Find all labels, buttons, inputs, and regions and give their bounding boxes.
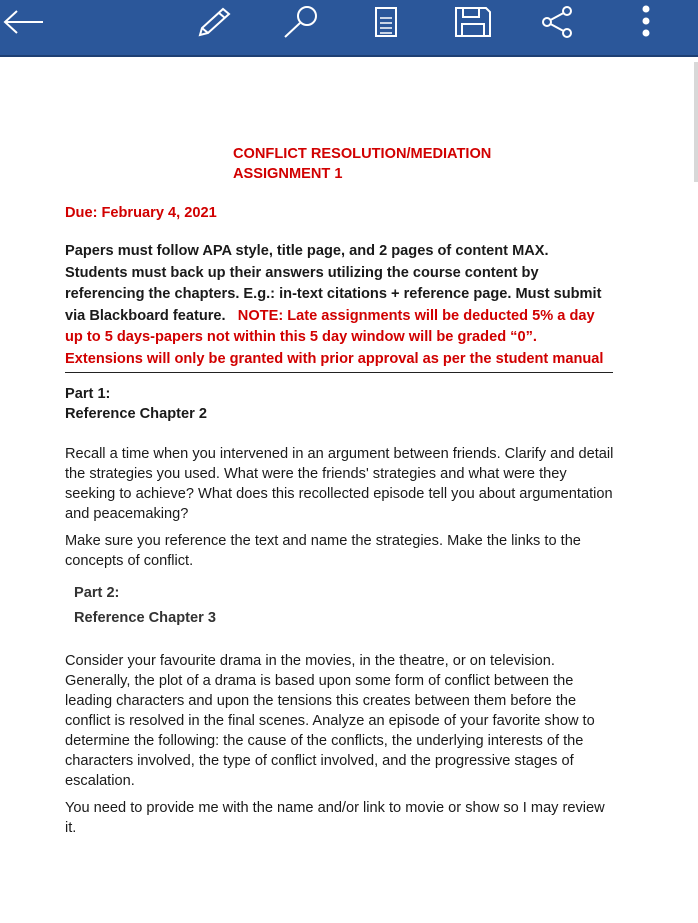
part-1-title: Part 1: (65, 386, 111, 402)
save-icon[interactable] (450, 0, 496, 44)
part-1-reference: Reference Chapter 2 (65, 406, 207, 422)
submission-rules (65, 241, 613, 373)
more-options-icon[interactable] (634, 0, 658, 44)
back-arrow-icon[interactable] (0, 0, 46, 44)
part-1-paragraph-1: Recall a time when you intervened in an argument between friends. Clarify and detail the strategies you used. What were the friends' strategies and what were they seeking to achieve? What does this recollected episode tell you about argumentation and peacemaking? (65, 446, 614, 522)
rules-text: Papers must follow APA style, title page, and 2 pages of content MAX. Students must back up their answers utilizing the course content by referencing the chapters. E.g.: in-text citations + reference page. Must submit via Blackboard feature. (65, 243, 602, 324)
late-policy-note: NOTE: Late assignments will be deducted 5% a day up to 5 days-papers not within this 5 day window will be graded “0”. Extensions will only be granted with prior approval as per the student manual (65, 307, 604, 367)
part-2-paragraph-2: You need to provide me with the name and/or link to movie or show so I may review it. (65, 800, 605, 836)
part-1-paragraph-2: Make sure you reference the text and name the strategies. Make the links to the concepts of conflict. (65, 533, 581, 569)
scrollbar[interactable] (694, 62, 698, 182)
part-2-paragraph-1: Consider your favourite drama in the movies, in the theatre, or on television. Generally, the plot of a drama is based upon some form of conflict between the leading characters and upon the tensions this creates between them before the conflict is resolved in the final scenes. Analyze an episode of your favorite show to determine the following: the cause of the conflicts, the underlying interests of the characters involved, the type of conflict involved, and the progressive stages of escalation. (65, 653, 595, 789)
heading-line-2: ASSIGNMENT 1 (233, 166, 343, 182)
app-toolbar (0, 0, 698, 57)
part-2-title: Part 2: (74, 585, 120, 601)
heading-line-1: CONFLICT RESOLUTION/MEDIATION (233, 146, 492, 162)
part-2-reference: Reference Chapter 3 (74, 610, 216, 626)
share-icon[interactable] (534, 0, 580, 44)
pencil-icon[interactable] (193, 0, 237, 44)
reading-view-icon[interactable] (370, 0, 402, 44)
search-icon[interactable] (278, 0, 324, 44)
part-1-header (65, 384, 207, 424)
assignment-heading (233, 144, 491, 184)
due-date: Due: February 4, 2021 (65, 205, 217, 221)
